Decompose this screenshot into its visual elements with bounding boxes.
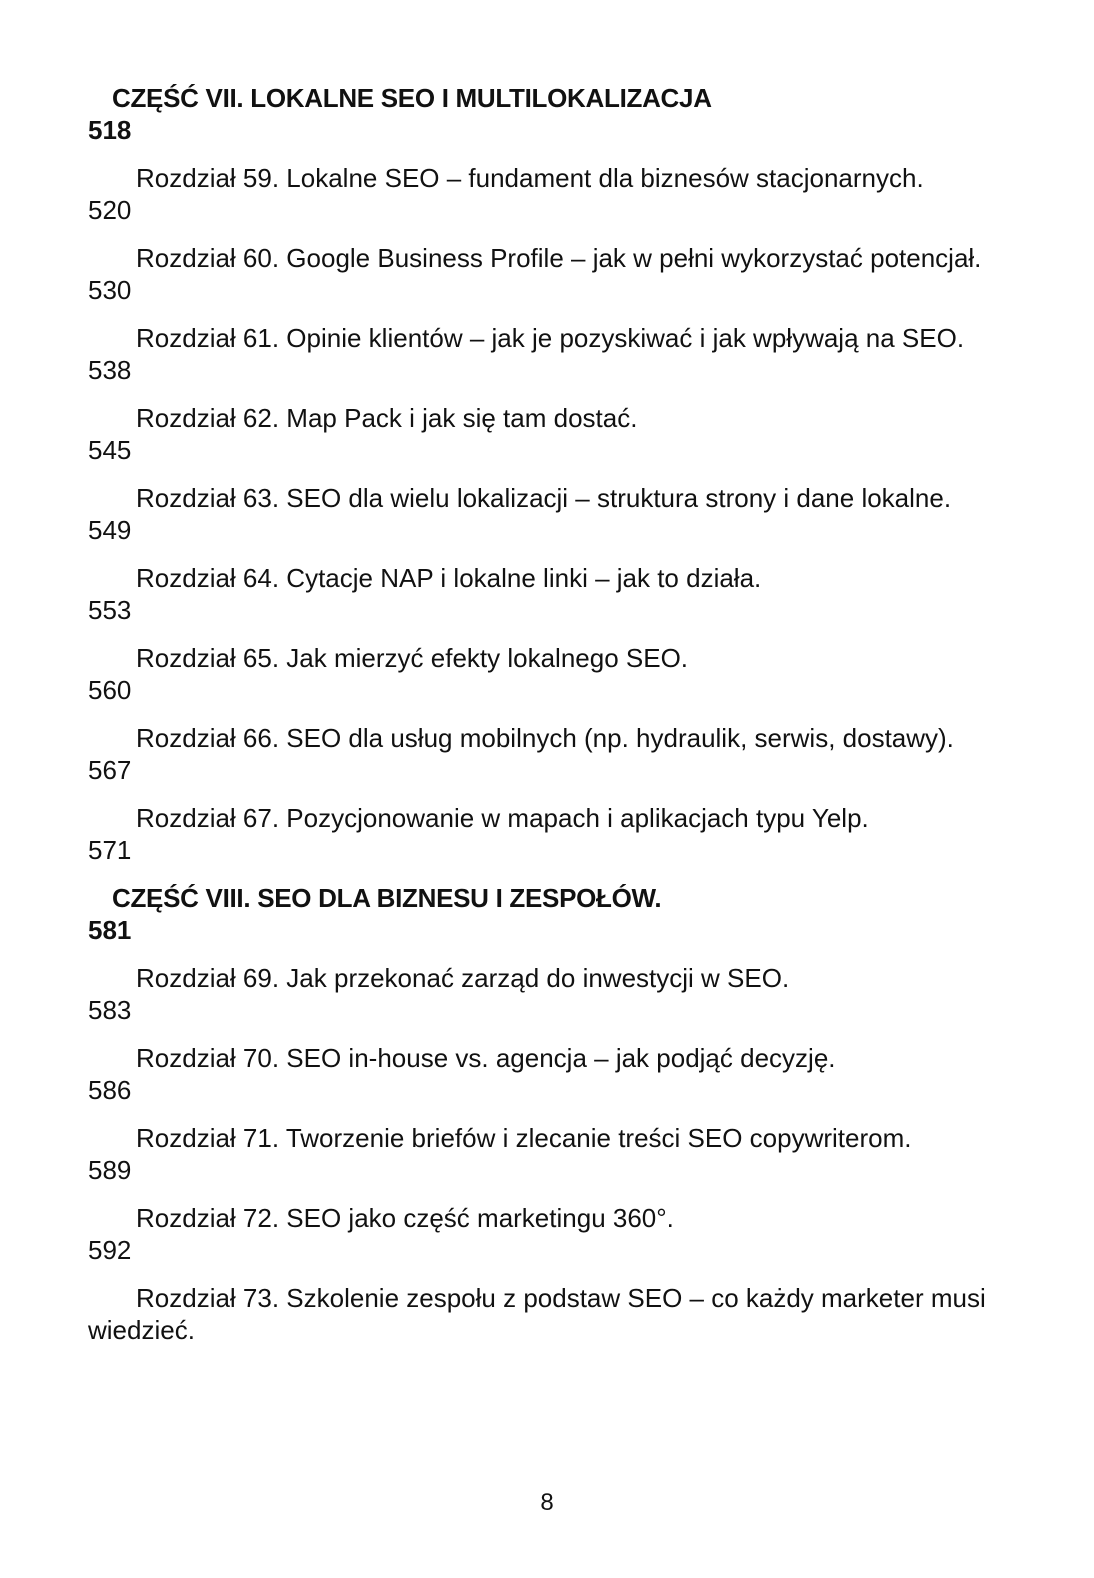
- chapter-page-number: 549: [88, 515, 132, 545]
- chapter-page-number: 545: [88, 435, 132, 465]
- chapter-title: Rozdział 73. Szkolenie zespołu z podstaw SEO – co każdy marketer musi wiedzieć.: [88, 1283, 986, 1345]
- chapter-title: Rozdział 61. Opinie klientów – jak je pozyskiwać i jak wpływają na SEO.: [136, 323, 965, 353]
- chapter-page-number: 553: [88, 595, 132, 625]
- chapter-page-number: 520: [88, 195, 132, 225]
- chapter-page-number: 560: [88, 675, 132, 705]
- chapter-page-number: 589: [88, 1155, 132, 1185]
- part-title: CZĘŚĆ VIII. SEO DLA BIZNESU I ZESPOŁÓW.: [112, 883, 662, 913]
- chapter-page-number: 571: [88, 835, 132, 865]
- chapter-page-number: 583: [88, 995, 132, 1025]
- chapter-title: Rozdział 69. Jak przekonać zarząd do inwestycji w SEO.: [136, 963, 790, 993]
- chapter-title: Rozdział 62. Map Pack i jak się tam dostać.: [136, 403, 638, 433]
- chapter-page-number: 586: [88, 1075, 132, 1105]
- table-of-contents: [88, 82, 1008, 1346]
- chapter-title: Rozdział 63. SEO dla wielu lokalizacji – struktura strony i dane lokalne.: [136, 483, 952, 513]
- chapter-title: Rozdział 66. SEO dla usług mobilnych (np. hydraulik, serwis, dostawy).: [136, 723, 954, 753]
- chapter-page-number: 592: [88, 1235, 132, 1265]
- chapter-title: Rozdział 65. Jak mierzyć efekty lokalnego SEO.: [136, 643, 689, 673]
- part-page-number: 518: [88, 115, 132, 145]
- chapter-title: Rozdział 59. Lokalne SEO – fundament dla biznesów stacjonarnych.: [136, 163, 924, 193]
- part-title: CZĘŚĆ VII. LOKALNE SEO I MULTILOKALIZACJA: [112, 83, 712, 113]
- chapter-page-number: 567: [88, 755, 132, 785]
- chapter-page-number: 530: [88, 275, 132, 305]
- chapter-title: Rozdział 64. Cytacje NAP i lokalne linki – jak to działa.: [136, 563, 762, 593]
- chapter-title: Rozdział 67. Pozycjonowanie w mapach i aplikacjach typu Yelp.: [136, 803, 869, 833]
- chapter-title: Rozdział 72. SEO jako część marketingu 360°.: [136, 1203, 674, 1233]
- page-number-footer: 8: [540, 1489, 554, 1516]
- part-page-number: 581: [88, 915, 132, 945]
- chapter-title: Rozdział 60. Google Business Profile – jak w pełni wykorzystać potencjał.: [136, 243, 982, 273]
- chapter-title: Rozdział 70. SEO in-house vs. agencja – jak podjąć decyzję.: [136, 1043, 836, 1073]
- chapter-page-number: 538: [88, 355, 132, 385]
- chapter-title: Rozdział 71. Tworzenie briefów i zlecanie treści SEO copywriterom.: [136, 1123, 912, 1153]
